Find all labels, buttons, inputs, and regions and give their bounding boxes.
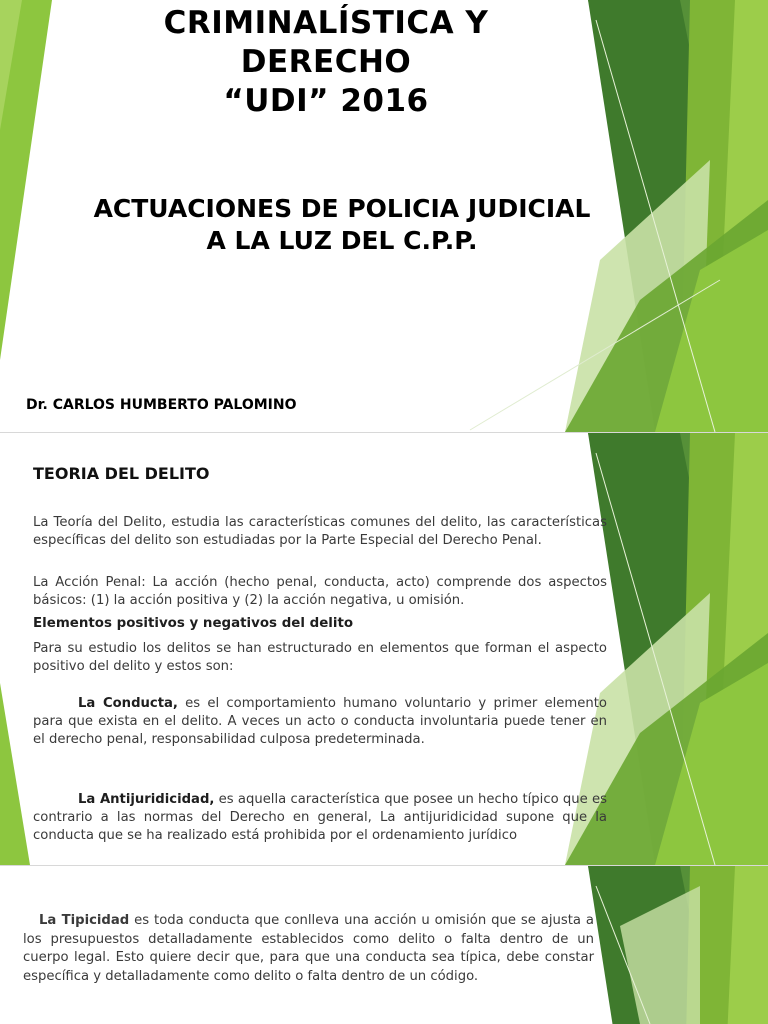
slide-tipicidad <box>0 866 768 1024</box>
presentation-title: CRIMINALÍSTICA Y DERECHO “UDI” 2016 <box>163 5 489 119</box>
slide-teoria-del-delito <box>0 433 768 865</box>
presentation-subtitle: ACTUACIONES DE POLICIA JUDICIAL A LA LUZ DEL C.P.P. <box>93 194 591 255</box>
slide-heading: TEORIA DEL DELITO <box>33 464 210 483</box>
paragraph-accion-penal: La Acción Penal: La acción (hecho penal, conducta, acto) comprende dos aspectos básicos: (1) la acción positiva y (2) la acción negativa, u omisión. <box>33 575 607 608</box>
term-antijuridicidad: La Antijuridicidad, <box>78 792 215 807</box>
paragraph-tipicidad: La Tipicidad es toda conducta que conlleva una acción u omisión que se ajusta a los presupuestos detalladamente establecidos como delito o falta dentro de un cuerpo legal. Esto quiere decir que, para que una conducta sea típica, debe constar específica y detalladamente como delito o falta dentro de un código. <box>23 913 594 984</box>
author-name: Dr. CARLOS HUMBERTO PALOMINO <box>26 397 297 413</box>
paragraph-teoria: La Teoría del Delito, estudia las características comunes del delito, las características específicas del delito son estudiadas por la Parte Especial del Derecho Penal. <box>33 515 607 548</box>
slide-title <box>0 0 768 432</box>
subheading-elementos: Elementos positivos y negativos del delito <box>33 616 354 631</box>
term-tipicidad: La Tipicidad <box>39 913 130 928</box>
term-conducta: La Conducta, <box>78 696 178 711</box>
paragraph-estudio: Para su estudio los delitos se han estructurado en elementos que forman el aspecto positivo del delito y estos son: <box>33 641 607 674</box>
paragraph-conducta: La Conducta, es el comportamiento humano voluntario y primer elemento para que exista en el delito. A veces un acto o conducta involuntaria puede tener en el derecho penal, responsabilidad culposa predeterminada. <box>33 696 607 747</box>
paragraph-antijuridicidad: La Antijuridicidad, es aquella característica que posee un hecho típico que es contrario a las normas del Derecho en general, La antijuridicidad supone que la conducta que se ha realizado está prohibida por el ordenamiento jurídico <box>33 792 607 843</box>
